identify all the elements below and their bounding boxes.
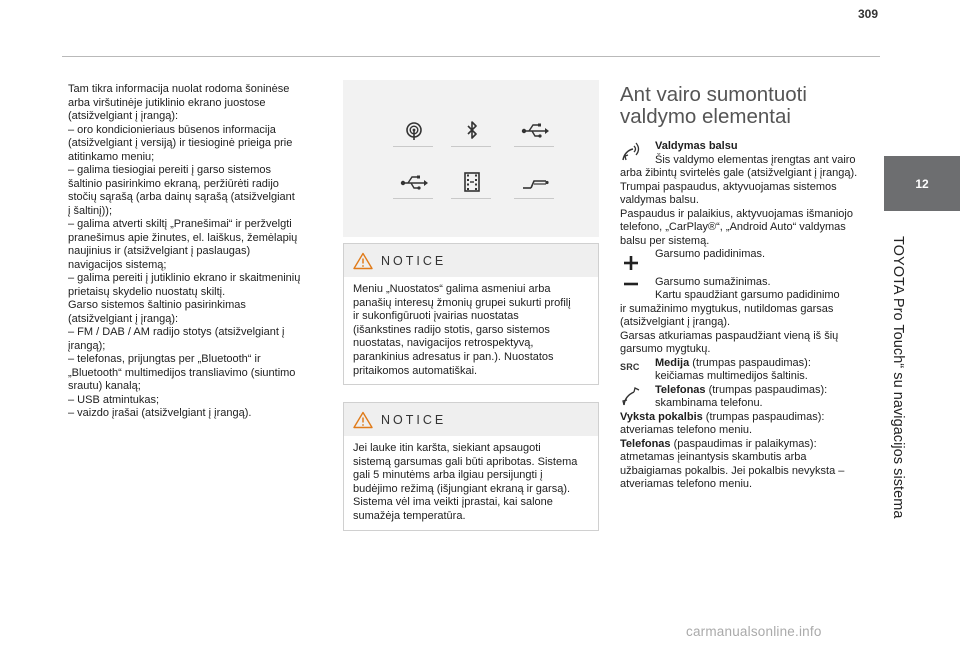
phone-icon: [620, 386, 644, 408]
minus-icon: [620, 275, 644, 297]
source-item: [620, 357, 882, 384]
text-line: atveriamas telefono meniu.: [620, 478, 753, 490]
text-line: užbaigiamas pokalbis. Jei pokalbis nevyksta –: [620, 464, 845, 477]
icon-divider: [393, 198, 433, 199]
chapter-tab[interactable]: 12: [884, 156, 960, 211]
voice-control-label: Valdymas balsu: [655, 140, 738, 152]
text-line: gali 5 minutėms arba ilgiau persijungti į: [353, 469, 543, 482]
icon-divider: [451, 198, 491, 199]
text-line: (trumpas paspaudimas):: [702, 410, 825, 423]
text-line: prietaisų skydelio nuostatų skiltį.: [68, 285, 226, 298]
text-line: (atsižvelgiant į įrangą):: [68, 110, 179, 122]
text-line: arba žibintų svirtelės gale (atsižvelgiant į įrangą).: [620, 167, 858, 179]
text-line: (trumpas paspaudimas):: [705, 383, 828, 396]
text-line: (atsižvelgiant į įrangą):: [68, 312, 179, 325]
text-line: (išankstines radijo stotis, garso sistemos: [353, 323, 550, 336]
text-line: nuostatas, navigacijos retrospektyvą,: [353, 337, 534, 350]
chapter-title: TOYOTA Pro Touch“ su navigacijos sistema: [890, 236, 906, 519]
text-line: balsu per sistemą.: [620, 234, 710, 247]
text-line: sistemą garsumas gali būti apribotas. Sistema: [353, 455, 578, 468]
intro-text-column: [68, 83, 328, 421]
text-line: (trumpas paspaudimas):: [689, 356, 811, 369]
text-line: (atsižvelgiant į įrangą).: [620, 316, 731, 328]
text-line: – vaizdo įrašai (atsižvelgiant į įrangą).: [68, 407, 252, 419]
video-icon: [457, 170, 487, 192]
src-icon: SRC: [620, 361, 640, 372]
notice-header: [344, 244, 598, 277]
text-line: – galima atverti skiltį „Pranešimai“ ir peržvelgti: [68, 218, 292, 230]
text-line: panašių interesų žmonių grupei sukurti profilį: [353, 296, 571, 309]
notice-header: [344, 403, 598, 436]
notice-text: [344, 277, 598, 384]
media-label: Medija: [655, 356, 690, 369]
text-line: Meniu „Nuostatos“ galima asmeniui arba: [353, 283, 551, 295]
icon-divider: [393, 146, 433, 147]
text-line: keičiamas multimedijos šaltinis.: [655, 370, 808, 382]
section-title-line: Ant vairo sumontuoti: [620, 83, 807, 106]
phone-label: Telefonas: [655, 383, 706, 396]
text-line: Jei lauke itin karšta, siekiant apsaugoti: [353, 442, 541, 454]
notice-title: NOTICE: [381, 412, 447, 427]
bluetooth-icon: [457, 120, 487, 142]
text-line: (paspaudimas ir palaikymas):: [670, 437, 817, 450]
text-line: stočių sąrašą (arba dainų sąrašą (atsižvelgiant: [68, 191, 295, 203]
icon-divider: [514, 146, 554, 147]
text-line: „Bluetooth“ multimedijos transliavimo (siuntimo: [68, 366, 296, 379]
text-line: Tam tikra informacija nuolat rodoma šoninėse: [68, 83, 290, 95]
text-line: ir sukonfigūruoti įvairias nuostatas: [353, 310, 519, 323]
text-line: ir sumažinimo mygtukus, nutildomas garsas: [620, 302, 834, 315]
text-line: Kartu spaudžiant garsumo padidinimo: [655, 289, 840, 301]
text-line: – oro kondicionieriaus būsenos informacija: [68, 123, 276, 136]
watermark: carmanualsonline.info: [686, 624, 822, 639]
warning-icon: [353, 252, 373, 270]
phone-item: [620, 384, 882, 411]
phone-long-press-label: Telefonas: [620, 437, 671, 450]
text-line: Paspaudus ir palaikius, aktyvuojamas išmaniojo: [620, 207, 853, 220]
text-line: į šaltinį));: [68, 204, 113, 217]
volume-down-item: [620, 276, 882, 303]
text-line: – galima tiesiogiai pereiti į garso sistemos: [68, 164, 271, 176]
usb-icon: [520, 120, 550, 142]
steering-controls-column: [620, 84, 882, 492]
icon-divider: [514, 198, 554, 199]
text-line: Garso sistemos šaltinio pasirinkimas: [68, 299, 246, 311]
text-line: įrangą);: [68, 339, 106, 352]
section-title-line: valdymo elementai: [620, 105, 791, 128]
voice-control-item: [620, 140, 882, 167]
text-line: pritaikomos automatiškai.: [353, 364, 478, 377]
text-line: navigacijos sistemą;: [68, 258, 167, 271]
voice-control-icon: [620, 140, 644, 162]
usb-icon: [399, 172, 429, 194]
text-line: – USB atmintukas;: [68, 393, 160, 406]
text-line: Trumpai paspaudus, aktyvuojamas sistemos: [620, 180, 837, 193]
section-title: [620, 84, 882, 128]
notice-text: [344, 436, 598, 530]
header-divider: [62, 56, 880, 57]
text-line: arba viršutinėje jutiklinio ekrano juostose: [68, 96, 266, 109]
page-number: 309: [857, 7, 878, 21]
text-line: atveriamas telefono meniu.: [620, 424, 753, 436]
text-line: atitinkamo meniu;: [68, 150, 155, 163]
text-line: sumažėja temperatūra.: [353, 509, 466, 522]
warning-icon: [353, 411, 373, 429]
text-line: Garsumo sumažinimas.: [655, 275, 771, 288]
text-line: (atsižvelgiant į versiją) ir tiesioginė prieiga prie: [68, 137, 293, 149]
text-line: Šis valdymo elementas įrengtas ant vairo: [655, 153, 856, 166]
icon-divider: [451, 146, 491, 147]
radio-icon: [399, 120, 429, 142]
text-line: – telefonas, prijungtas per „Bluetooth“ ir: [68, 353, 261, 365]
volume-up-item: [620, 248, 882, 262]
notice-box: [343, 402, 599, 531]
text-line: skambinama telefonu.: [655, 397, 763, 409]
text-line: telefono, „CarPlay®“, „Android Auto“ valdymas: [620, 221, 846, 233]
notice-title: NOTICE: [381, 253, 447, 268]
text-line: – FM / DAB / AM radijo stotys (atsižvelgiant į: [68, 326, 285, 338]
call-in-progress-label: Vyksta pokalbis: [620, 410, 703, 423]
text-line: šaltinio pasirinkimo ekraną, peržiūrėti radijo: [68, 177, 279, 190]
text-line: budėjimo režimą (išjungiant ekraną ir garsą).: [353, 482, 571, 495]
text-line: srautu) kanalą;: [68, 380, 141, 392]
text-line: atmetamas įeinantysis skambutis arba: [620, 451, 807, 463]
text-line: pranešimus apie žinutes, el. laiškus, žemėlapių: [68, 231, 298, 244]
text-line: parankinius adresatus ir pan.). Nuostatos: [353, 350, 554, 363]
plus-icon: [620, 252, 644, 274]
audio-source-illustration: [343, 80, 599, 237]
aux-jack-icon: [520, 172, 550, 194]
text-line: valdymas balsu.: [620, 194, 699, 206]
text-line: – galima pereiti į jutiklinio ekrano ir skaitmeninių: [68, 272, 301, 284]
text-line: naujinius ir (atsižvelgiant į paslaugas): [68, 245, 251, 257]
text-line: Garsumo padidinimas.: [655, 248, 766, 260]
text-line: Garsas atkuriamas paspaudžiant vieną iš šių: [620, 329, 839, 342]
text-line: garsumo mygtukų.: [620, 343, 711, 355]
text-line: Sistema vėl ima veikti įprastai, kai salone: [353, 496, 553, 509]
notice-box: [343, 243, 599, 385]
